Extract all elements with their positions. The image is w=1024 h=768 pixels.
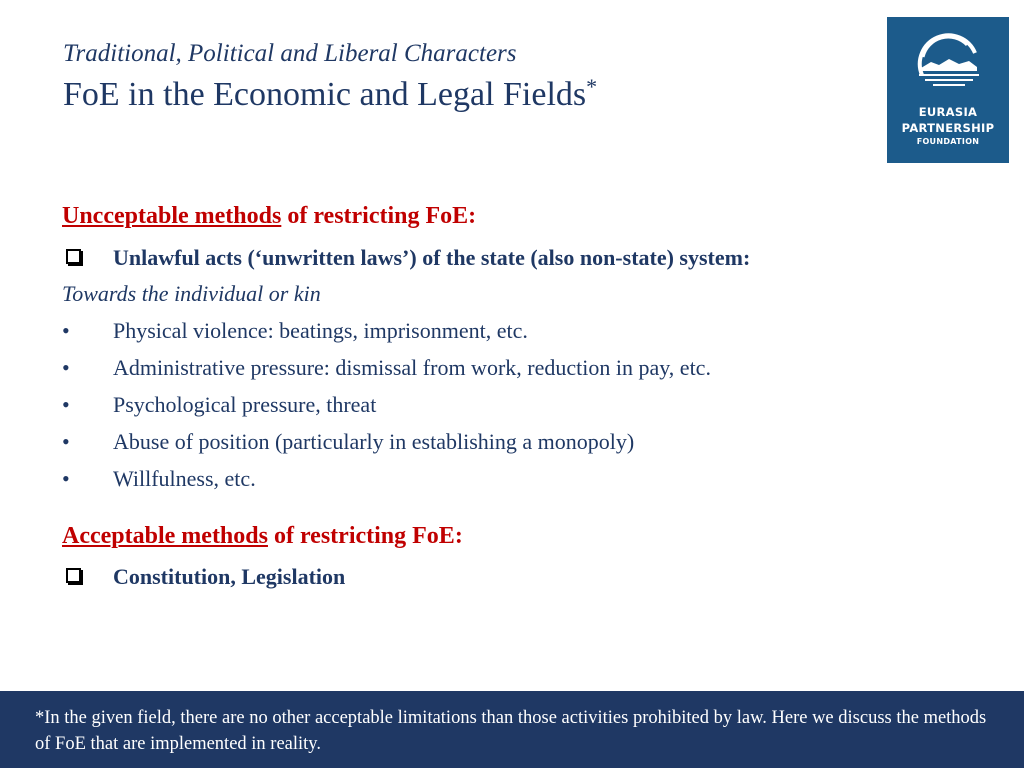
- acceptable-heading-rest: of restricting FoE:: [267, 523, 463, 549]
- unacceptable-heading-underlined: Uncceptable methods: [62, 203, 282, 229]
- list-item-text: Physical violence: beatings, imprisonment, etc.: [113, 318, 528, 343]
- bullet-icon: •: [62, 355, 70, 380]
- checkbox-square-icon: [66, 249, 81, 264]
- acceptable-heading: [62, 523, 463, 550]
- footnote-banner: [0, 691, 1024, 768]
- bullet-icon: •: [62, 318, 70, 343]
- list-item-text: Willfulness, etc.: [113, 466, 256, 491]
- bullet-icon: •: [62, 466, 70, 491]
- constitution-text: Constitution, Legislation: [113, 564, 346, 589]
- logo-line-3: FOUNDATION: [916, 137, 980, 146]
- checkbox-square-icon: [66, 568, 81, 583]
- title-footnote-mark: *: [586, 74, 598, 99]
- list-item-text: Psychological pressure, threat: [113, 392, 377, 417]
- slide-title: [63, 76, 597, 114]
- bullet-icon: •: [62, 429, 70, 454]
- bullet-icon: •: [62, 392, 70, 417]
- towards-individual-subheading: Towards the individual or kin: [62, 281, 321, 306]
- unacceptable-heading-rest: of restricting FoE:: [281, 203, 477, 229]
- unlawful-acts-text: Unlawful acts (‘unwritten laws’) of the state (also non-state) system:: [113, 245, 751, 270]
- unacceptable-heading: [62, 203, 476, 230]
- footnote-text: *In the given field, there are no other acceptable limitations than those activities prohibited by law. Here we discuss the methods of FoE that are implemented in reality.: [35, 708, 987, 754]
- logo-line-2: PARTNERSHIP: [901, 121, 995, 135]
- slide-title-text: FoE in the Economic and Legal Fields: [63, 76, 587, 113]
- list-item-text: Administrative pressure: dismissal from work, reduction in pay, etc.: [113, 355, 711, 380]
- eurasia-partnership-logo: [887, 17, 1009, 163]
- logo-line-1: EURASIA: [918, 105, 978, 119]
- acceptable-heading-underlined: Acceptable methods: [62, 523, 268, 549]
- slide-subtitle: Traditional, Political and Liberal Characters: [63, 40, 517, 67]
- list-item-text: Abuse of position (particularly in establishing a monopoly): [113, 429, 635, 454]
